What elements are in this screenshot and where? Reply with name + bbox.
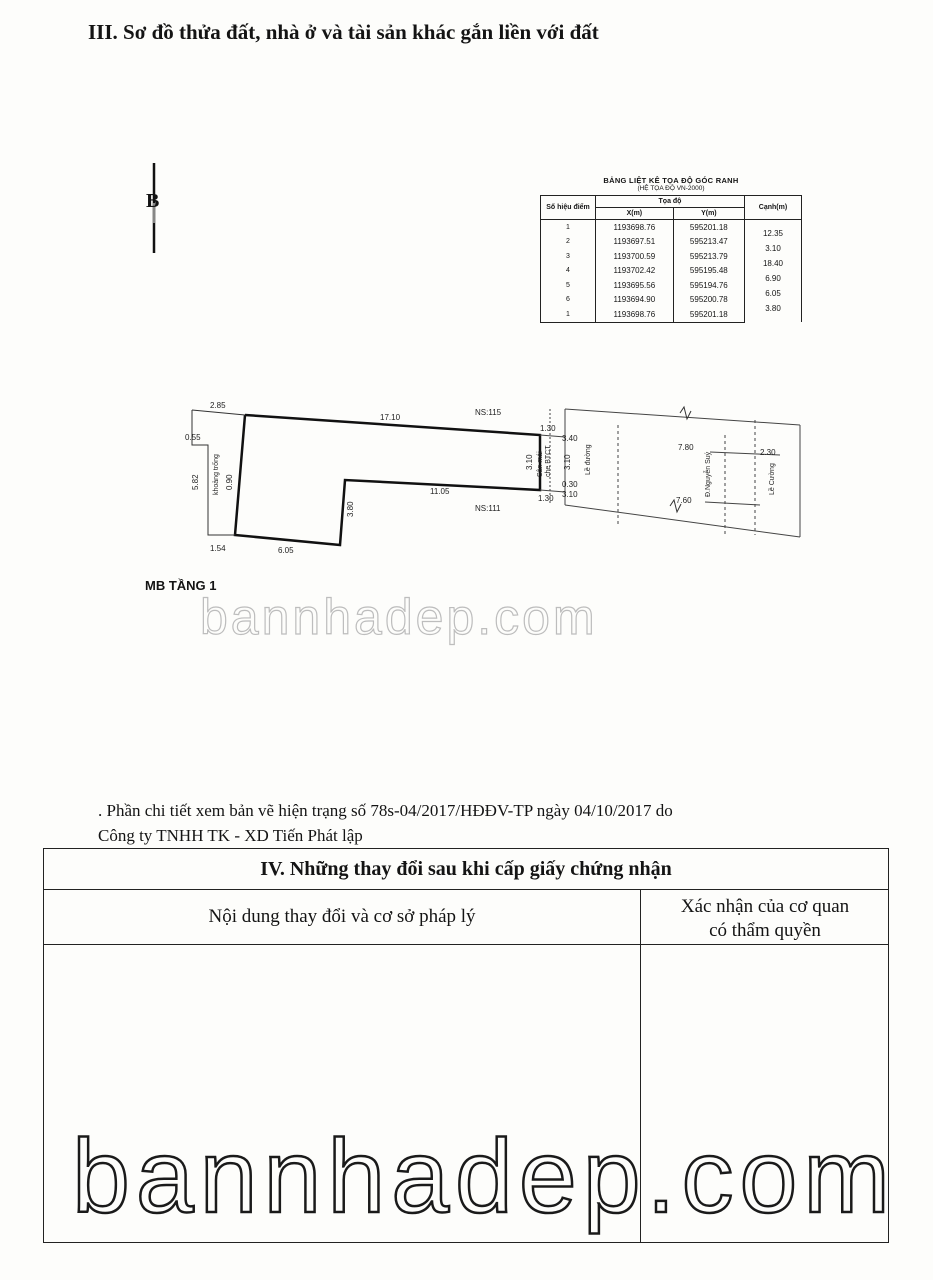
dim-top-left: 2.85 <box>210 401 226 410</box>
dim-bottom-left: 1.54 <box>210 544 226 553</box>
sidewalk-left-label: Lề đường <box>585 444 592 475</box>
cell-point: 1 <box>541 220 596 235</box>
plot-diagram <box>170 395 820 560</box>
dim-walk-top: 3.40 <box>562 434 578 443</box>
road-label: Đ.Nguyễn Suý <box>705 451 712 497</box>
dim-walk-bottom: 3.10 <box>562 490 578 499</box>
cell-x: 1193698.76 <box>596 220 674 235</box>
coordinate-table <box>540 195 802 323</box>
column-header-changes-text: Nội dung thay đổi và cơ sở pháp lý <box>208 905 476 927</box>
dim-road-top: 7.80 <box>678 443 694 452</box>
header-edge: Cạnh(m) <box>745 196 802 220</box>
cell-y: 595194.76 <box>673 278 744 293</box>
void-label: khoảng trống <box>213 454 220 495</box>
dim-step-height: 3.80 <box>346 501 355 517</box>
cell-y: 595195.48 <box>673 264 744 279</box>
cell-y: 595213.79 <box>673 249 744 264</box>
cell-x: 1193694.90 <box>596 293 674 308</box>
terrace-label-1: Sân mái <box>537 451 544 477</box>
header-x: X(m) <box>596 208 674 220</box>
lot-boundary <box>235 415 540 545</box>
column-header-confirmation-line-2: có thẩm quyền <box>709 920 821 941</box>
cell-point: 4 <box>541 264 596 279</box>
cell-point: 1 <box>541 307 596 322</box>
cell-x: 1193697.51 <box>596 235 674 250</box>
table-row <box>541 220 802 235</box>
cell-point: 3 <box>541 249 596 264</box>
dim-bottom-step: 6.05 <box>278 546 294 555</box>
cell-point: 2 <box>541 235 596 250</box>
note <box>98 798 858 848</box>
cell-y: 595213.47 <box>673 235 744 250</box>
header-divider <box>44 944 888 945</box>
dim-road-bottom: 7.60 <box>676 496 692 505</box>
cell-edge: 6.90 <box>765 273 781 283</box>
cell-x: 1193695.56 <box>596 278 674 293</box>
cell-x: 1193702.42 <box>596 264 674 279</box>
dim-top-main: 17.10 <box>380 413 401 422</box>
dim-left-top: 0.55 <box>185 433 201 442</box>
dim-offset: 0.30 <box>562 480 578 489</box>
dim-front-bottom: 1.30 <box>538 494 554 503</box>
cell-point: 6 <box>541 293 596 308</box>
header-point: Số hiệu điểm <box>541 196 596 220</box>
north-letter: B <box>146 190 160 212</box>
changes-title: IV. Những thay đổi sau khi cấp giấy chứng nhận <box>44 849 888 890</box>
note-line-1: . Phần chi tiết xem bản vẽ hiện trạng số 78s-04/2017/HĐĐV-TP ngày 04/10/2017 do <box>98 801 673 820</box>
coordinate-table-subtitle: (HỆ TỌA ĐỘ VN-2000) <box>637 185 705 192</box>
edges-column <box>745 220 802 323</box>
dim-bottom-main: 11.05 <box>430 487 450 496</box>
dim-left-outer: 5.82 <box>191 474 200 490</box>
dim-front-height: 3.10 <box>525 454 534 470</box>
cell-edge: 12.35 <box>762 228 784 238</box>
cell-edge: 3.80 <box>765 303 781 313</box>
cell-x: 1193698.76 <box>596 307 674 322</box>
dim-far-walk: 2.30 <box>760 448 776 457</box>
watermark-bottom: bannhadep.com <box>72 1119 896 1235</box>
cell-edge: 18.40 <box>762 258 784 268</box>
watermark-top: bannhadep.com <box>200 589 598 645</box>
cell-x: 1193700.59 <box>596 249 674 264</box>
section-title: III. Sơ đồ thửa đất, nhà ở và tài sản khác gắn liền với đất <box>88 20 599 44</box>
coordinate-table-block <box>540 176 802 323</box>
boundary-top: NS:115 <box>475 408 502 417</box>
cell-point: 5 <box>541 278 596 293</box>
column-header-confirmation-line-1: Xác nhận của cơ quan <box>680 896 850 917</box>
cell-y: 595201.18 <box>673 307 744 322</box>
header-coords: Tọa độ <box>596 196 745 208</box>
sidewalk-right-label: Lề Cường <box>769 463 776 495</box>
dim-side-height: 3.10 <box>563 454 572 470</box>
coordinate-table-title: BẢNG LIỆT KÊ TỌA ĐỘ GÓC RANH <box>603 176 739 185</box>
note-line-2: Công ty TNHH TK - XD Tiến Phát lập <box>98 826 363 845</box>
terrace-label-2: che BTCT <box>545 445 552 477</box>
cell-edge: 6.05 <box>765 288 781 298</box>
column-header-changes <box>44 889 640 944</box>
header-y: Y(m) <box>673 208 744 220</box>
dim-front-top: 1.30 <box>540 424 556 433</box>
boundary-bottom: NS:111 <box>475 504 501 513</box>
cell-y: 595200.78 <box>673 293 744 308</box>
cell-y: 595201.18 <box>673 220 744 235</box>
cell-edge: 3.10 <box>765 243 781 253</box>
dim-left-inner: 0.90 <box>225 474 234 490</box>
floor-label: MB TẦNG 1 <box>145 578 217 593</box>
column-header-confirmation <box>642 895 888 943</box>
